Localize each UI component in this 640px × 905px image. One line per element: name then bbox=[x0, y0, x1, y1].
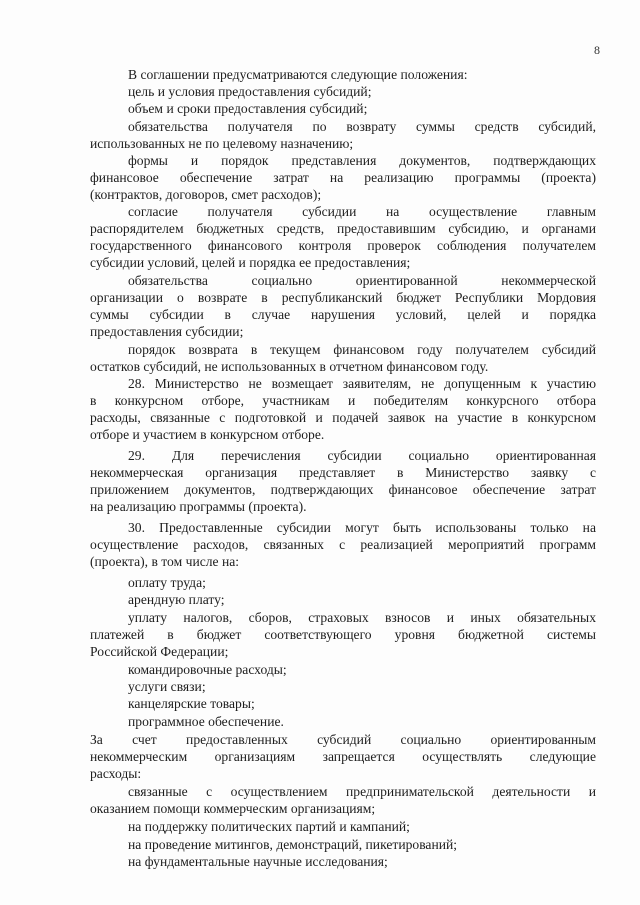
text-line: обязательства получателя по возврату суммы средств субсидий, bbox=[128, 119, 596, 134]
text-line: 28. Министерство не возмещает заявителям, не допущенным к участию bbox=[128, 376, 596, 391]
text-line: уплату налогов, сборов, страховых взносов и иных обязательных bbox=[128, 610, 596, 625]
text-line: формы и порядок представления документов, подтверждающих bbox=[128, 153, 596, 168]
text-line: согласие получателя субсидии на осуществление главным bbox=[128, 204, 596, 219]
text-line: в конкурсном отборе, участникам и победителям конкурсного отбора bbox=[90, 393, 596, 408]
text-line: платежей в бюджет соответствующего уровня бюджетной системы bbox=[90, 627, 596, 642]
text-line: субсидии условий, целей и порядка ее предоставления; bbox=[90, 255, 411, 270]
text-line: (проекта), в том числе на: bbox=[90, 554, 240, 569]
text-line: предоставления субсидии; bbox=[90, 324, 244, 339]
text-line: 29. Для перечисления субсидии социально ориентированная bbox=[128, 448, 596, 463]
text-line: распорядителем бюджетных средств, предоставившим субсидию, и органами bbox=[90, 221, 596, 236]
text-line: финансовое обеспечение затрат на реализацию программы (проекта) bbox=[90, 170, 596, 185]
text-line: на проведение митингов, демонстраций, пикетирований; bbox=[128, 837, 458, 852]
text-line: За счет предоставленных субсидий социально ориентированным bbox=[90, 732, 596, 747]
text-line: (контрактов, договоров, смет расходов); bbox=[90, 187, 322, 202]
text-line: программное обеспечение. bbox=[128, 714, 284, 729]
text-line: на поддержку политических партий и кампаний; bbox=[128, 819, 410, 834]
text-line: организации о возврате в республиканский бюджет Республики Мордовия bbox=[90, 290, 596, 305]
text-line: некоммерческим организациям запрещается осуществлять следующие bbox=[90, 749, 596, 764]
text-line: арендную плату; bbox=[128, 592, 225, 607]
text-line: суммы субсидии в случае нарушения условий, целей и порядка bbox=[90, 307, 596, 322]
text-line: расходы, связанные с подготовкой и подачей заявок на участие в конкурсном bbox=[90, 410, 596, 425]
text-line: государственного финансового контроля проверок соблюдения получателем bbox=[90, 238, 596, 253]
text-line: оплату труда; bbox=[128, 575, 206, 590]
text-line: на фундаментальные научные исследования; bbox=[128, 854, 388, 869]
text-line: 30. Предоставленные субсидии могут быть использованы только на bbox=[128, 520, 596, 535]
text-line: Российской Федерации; bbox=[90, 644, 229, 659]
text-line: услуги связи; bbox=[128, 679, 206, 694]
text-line: на реализацию программы (проекта). bbox=[90, 499, 307, 514]
text-line: цель и условия предоставления субсидий; bbox=[128, 84, 372, 99]
text-line: осуществление расходов, связанных с реализацией мероприятий программ bbox=[90, 537, 596, 552]
text-line: обязательства социально ориентированной некоммерческой bbox=[128, 273, 596, 288]
text-line: В соглашении предусматриваются следующие положения: bbox=[128, 67, 468, 82]
text-line: связанные с осуществлением предпринимательской деятельности и bbox=[128, 784, 596, 799]
text-line: объем и сроки предоставления субсидий; bbox=[128, 101, 368, 116]
text-line: расходы: bbox=[90, 766, 142, 781]
text-line: отборе и участием в конкурсном отборе. bbox=[90, 427, 325, 442]
text-line: командировочные расходы; bbox=[128, 662, 287, 677]
text-line: оказанием помощи коммерческим организациям; bbox=[90, 801, 376, 816]
text-line: приложением документов, подтверждающих финансовое обеспечение затрат bbox=[90, 482, 596, 497]
text-line: остатков субсидий, не использованных в отчетном финансовом году. bbox=[90, 359, 489, 374]
text-line: некоммерческая организация представляет в Министерство заявку с bbox=[90, 465, 596, 480]
text-line: порядок возврата в текущем финансовом году получателем субсидий bbox=[128, 342, 596, 357]
page-number: 8 bbox=[594, 43, 600, 57]
text-line: канцелярские товары; bbox=[128, 696, 255, 711]
text-line: использованных не по целевому назначению; bbox=[90, 136, 354, 151]
